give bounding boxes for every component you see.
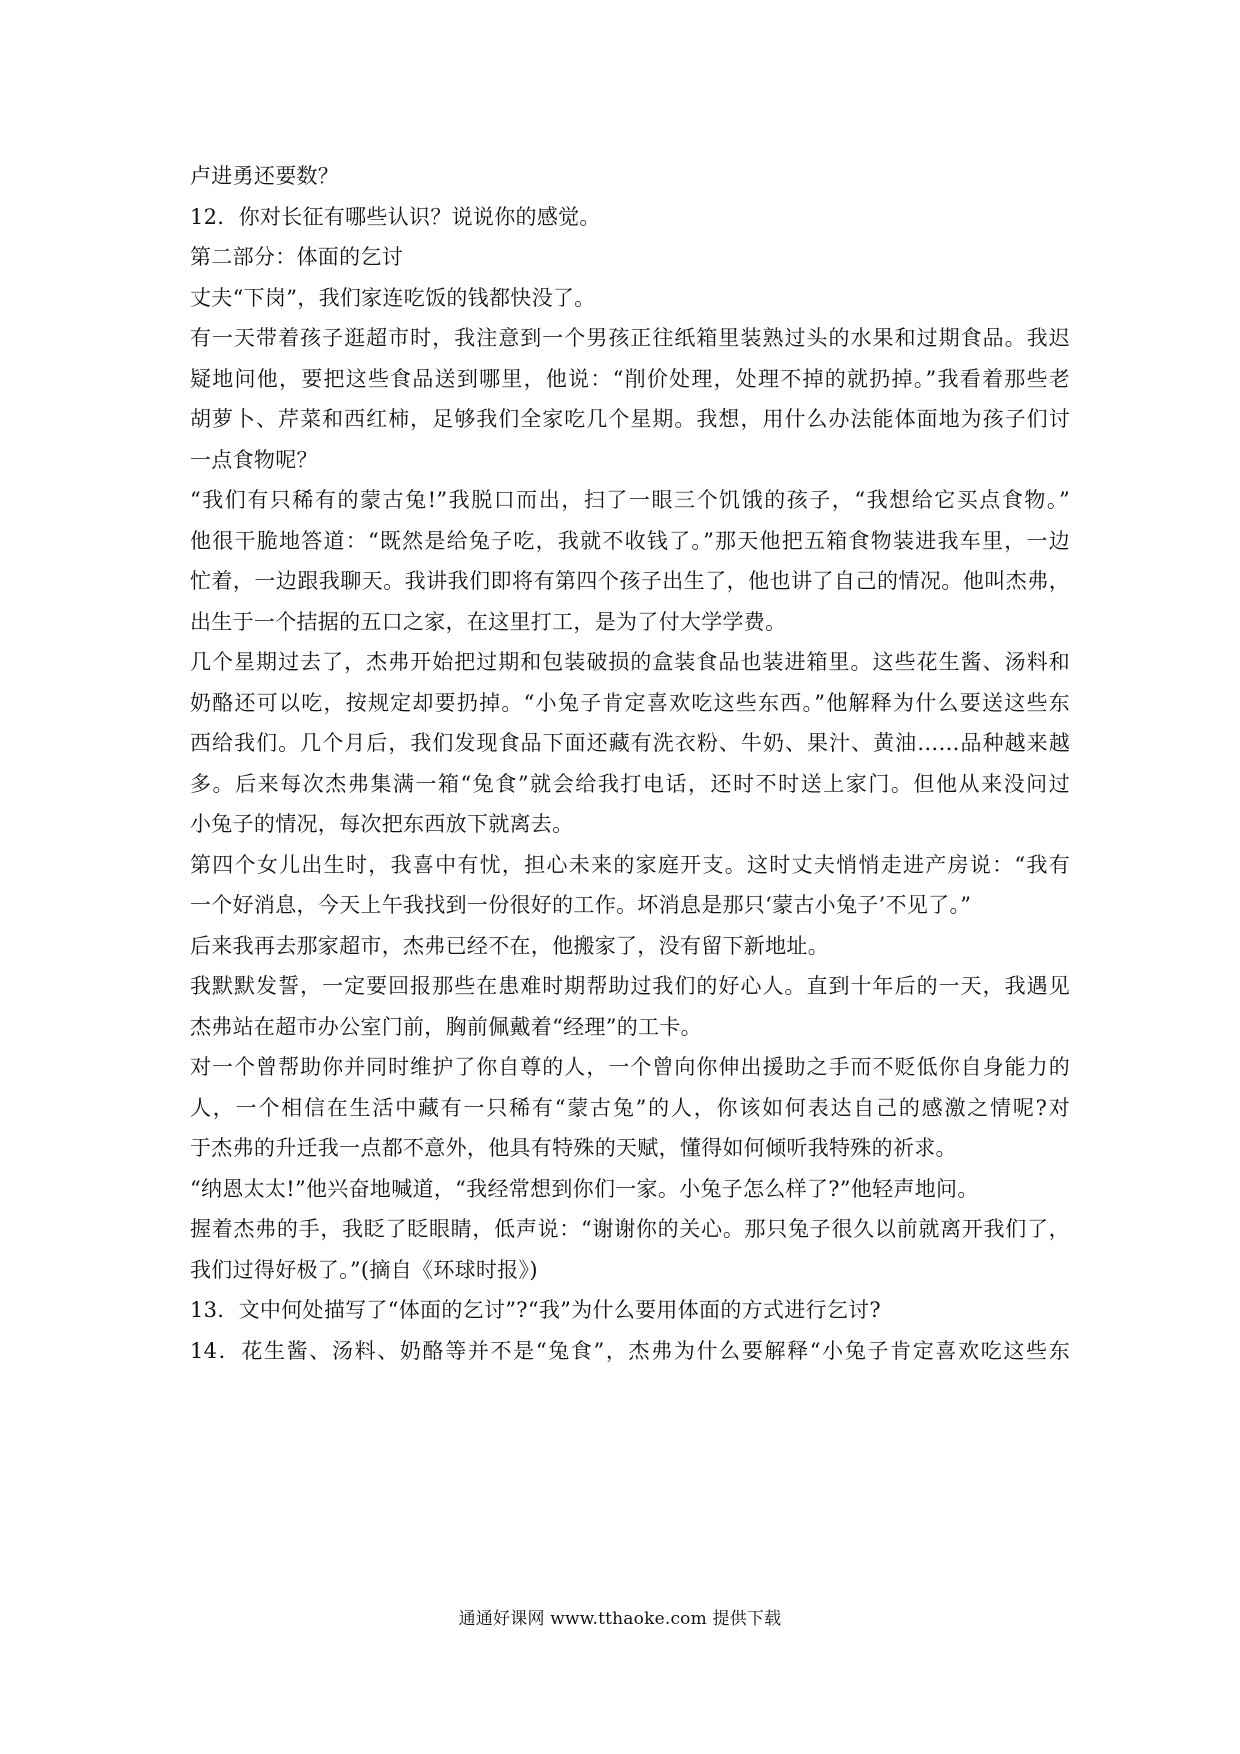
document-body [190,156,1070,1371]
text-line: 于杰弗的升迁我一点都不意外，他具有特殊的天赋，懂得如何倾听我特殊的祈求。 [190,1136,957,1160]
text-line: 我默默发誓，一定要回报那些在患难时期帮助过我们的好心人。直到十年后的一天，我遇见 [190,974,1070,998]
text-line: 对一个曾帮助你并同时维护了你自尊的人，一个曾向你伸出援助之手而不贬低你自身能力的 [190,1055,1070,1079]
text-line: 有一天带着孩子逛超市时，我注意到一个男孩正往纸箱里装熟过头的水果和过期食品。我迟 [190,326,1070,350]
text-line: 后来我再去那家超市，杰弗已经不在，他搬家了，没有留下新地址。 [190,933,829,958]
text-line: 疑地问他，要把这些食品送到哪里，他说：“削价处理，处理不掉的就扔掉。”我看着那些老 [190,366,1070,391]
text-line: 一点食物呢？ [190,447,318,472]
text-line: 握着杰弗的手，我眨了眨眼睛，低声说：“谢谢你的关心。那只兔子很久以前就离开我们了， [190,1217,1070,1241]
text-line: 多。后来每次杰弗集满一箱“兔食”就会给我打电话，还时不时送上家门。但他从来没问过 [190,771,1070,796]
text-line: 14．花生酱、汤料、奶酪等并不是“兔食”，杰弗为什么要解释“小兔子肯定喜欢吃这些东 [190,1338,1070,1363]
text-line: 一个好消息，今天上午我找到一份很好的工作。坏消息是那只‘蒙古小兔子’不见了。” [190,893,972,917]
text-line: 忙着，一边跟我聊天。我讲我们即将有第四个孩子出生了，他也讲了自己的情况。他叫杰弗， [190,569,1070,593]
text-line: 杰弗站在超市办公室门前，胸前佩戴着“经理”的工卡。 [190,1014,702,1039]
text-line: 奶酪还可以吃，按规定却要扔掉。“小兔子肯定喜欢吃这些东西。”他解释为什么要送这些东 [190,690,1070,715]
page-footer: 通通好课网 www.tthaoke.com 提供下载 [458,1609,782,1629]
text-line: 人，一个相信在生活中藏有一只稀有“蒙古兔”的人，你该如何表达自己的感激之情呢?对 [190,1095,1070,1120]
text-line: 第四个女儿出生时，我喜中有忧，担心未来的家庭开支。这时丈夫悄悄走进产房说：“我有 [190,852,1070,877]
text-line: 出生于一个拮据的五口之家，在这里打工，是为了付大学学费。 [190,609,787,634]
text-line: 卢进勇还要数？ [190,164,340,188]
text-line: 几个星期过去了，杰弗开始把过期和包装破损的盒装食品也装进箱里。这些花生酱、汤料和 [190,650,1070,674]
text-line: 小兔子的情况，每次把东西放下就离去。 [190,812,574,836]
text-line: 胡萝卜、芹菜和西红柿，足够我们全家吃几个星期。我想，用什么办法能体面地为孩子们讨 [190,407,1070,431]
text-line: “我们有只稀有的蒙古兔!”我脱口而出，扫了一眼三个饥饿的孩子，“我想给它买点食物。” [190,488,1070,512]
text-line: 丈夫“下岗”，我们家连吃饭的钱都快没了。 [190,285,596,310]
text-line: 我们过得好极了。”(摘自《环球时报》) [190,1257,538,1282]
text-line: 12．你对长征有哪些认识？说说你的感觉。 [190,204,601,229]
text-line: 13．文中何处描写了“体面的乞讨”?“我”为什么要用体面的方式进行乞讨? [190,1298,881,1322]
text-line: “纳恩太太!”他兴奋地喊道，“我经常想到你们一家。小兔子怎么样了?”他轻声地问。 [190,1176,979,1201]
text-line: 西给我们。几个月后，我们发现食品下面还藏有洗衣粉、牛奶、果汁、黄油……品种越来越 [190,731,1070,755]
text-line: 第二部分：体面的乞讨 [190,245,403,269]
text-line: 他很干脆地答道：“既然是给兔子吃，我就不收钱了。”那天他把五箱食物装进我车里，一边 [190,528,1070,553]
